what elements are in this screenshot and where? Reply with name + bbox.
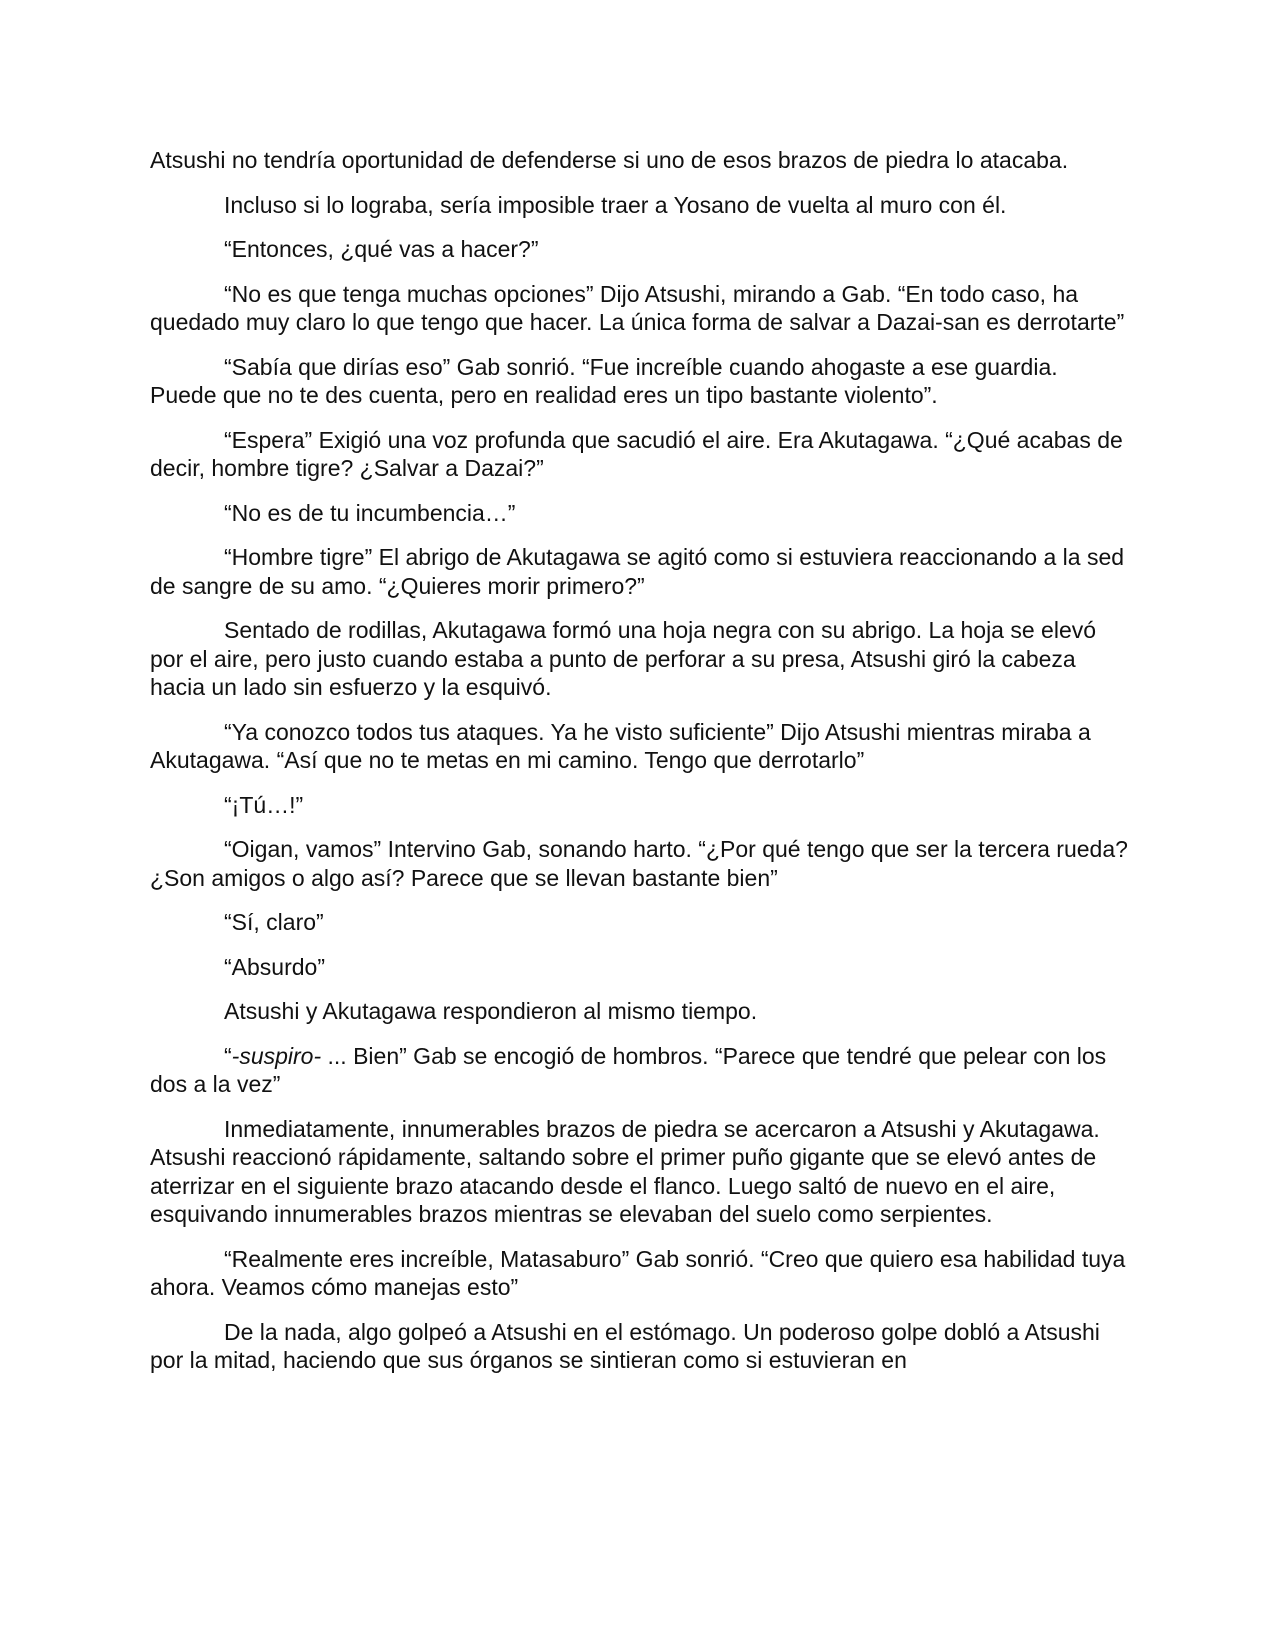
paragraph-16-rest: ... Bien” Gab se encogió de hombros. “Parece que tendré que pelear con los dos a la vez”: [150, 1042, 1107, 1097]
paragraph-13: “Sí, claro”: [224, 909, 324, 935]
paragraph-16-open: “: [224, 1042, 232, 1069]
paragraph-4: “No es que tenga muchas opciones” Dijo Atsushi, mirando a Gab. “En todo caso, ha quedado muy claro lo que tengo que hacer. La única forma de salvar a Dazai-san es derrotarte”: [150, 280, 1125, 335]
paragraph-14: “Absurdo”: [224, 953, 325, 980]
paragraph-2: Incluso si lo lograba, sería imposible traer a Yosano de vuelta al muro con él.: [224, 191, 1007, 218]
paragraph-5: “Sabía que dirías eso” Gab sonrió. “Fue increíble cuando ahogaste a ese guardia. Puede que no te des cuenta, pero en realidad eres un tipo bastante violento”.: [150, 353, 1058, 408]
paragraph-1: Atsushi no tendría oportunidad de defenderse si uno de esos brazos de piedra lo atacaba.: [150, 147, 1069, 173]
paragraph-9: Sentado de rodillas, Akutagawa formó una hoja negra con su abrigo. La hoja se elevó por el aire, pero justo cuando estaba a punto de perforar a su presa, Atsushi giró la cabeza hacia un lado sin esfuerzo y la esquivó.: [150, 617, 1097, 700]
paragraph-12: “Oigan, vamos” Intervino Gab, sonando harto. “¿Por qué tengo que ser la tercera rueda? ¿Son amigos o algo así? Parece que se llevan bastante bien”: [150, 836, 1128, 891]
document-page: [150, 146, 1130, 1375]
paragraph-16: [150, 1042, 1130, 1099]
paragraph-15: Atsushi y Akutagawa respondieron al mismo tiempo.: [224, 998, 758, 1024]
paragraph-16-italic: -suspiro-: [231, 1042, 322, 1069]
paragraph-6: “Espera” Exigió una voz profunda que sacudió el aire. Era Akutagawa. “¿Qué acabas de decir, hombre tigre? ¿Salvar a Dazai?”: [150, 426, 1123, 481]
paragraph-19: De la nada, algo golpeó a Atsushi en el estómago. Un poderoso golpe dobló a Atsushi por la mitad, haciendo que sus órganos se sintieran como si estuvieran en: [150, 1318, 1100, 1373]
paragraph-17: Inmediatamente, innumerables brazos de piedra se acercaron a Atsushi y Akutagawa. Atsushi reaccionó rápidamente, saltando sobre el primer puño gigante que se elevó antes de aterrizar en el siguiente brazo atacando desde el flanco. Luego saltó de nuevo en el aire, esquivando innumerables brazos mientras se elevaban del suelo como serpientes.: [150, 1115, 1100, 1227]
paragraph-18: “Realmente eres increíble, Matasaburo” Gab sonrió. “Creo que quiero esa habilidad tuya ahora. Veamos cómo manejas esto”: [150, 1245, 1126, 1300]
paragraph-7: “No es de tu incumbencia…”: [224, 499, 516, 526]
paragraph-8: “Hombre tigre” El abrigo de Akutagawa se agitó como si estuviera reaccionando a la sed de sangre de su amo. “¿Quieres morir primero?”: [150, 544, 1125, 599]
paragraph-11: “¡Tú…!”: [224, 791, 304, 818]
paragraph-10: “Ya conozco todos tus ataques. Ya he visto suficiente” Dijo Atsushi mientras miraba a Akutagawa. “Así que no te metas en mi camino. Tengo que derrotarlo”: [150, 718, 1091, 773]
paragraph-3: “Entonces, ¿qué vas a hacer?”: [224, 236, 539, 262]
